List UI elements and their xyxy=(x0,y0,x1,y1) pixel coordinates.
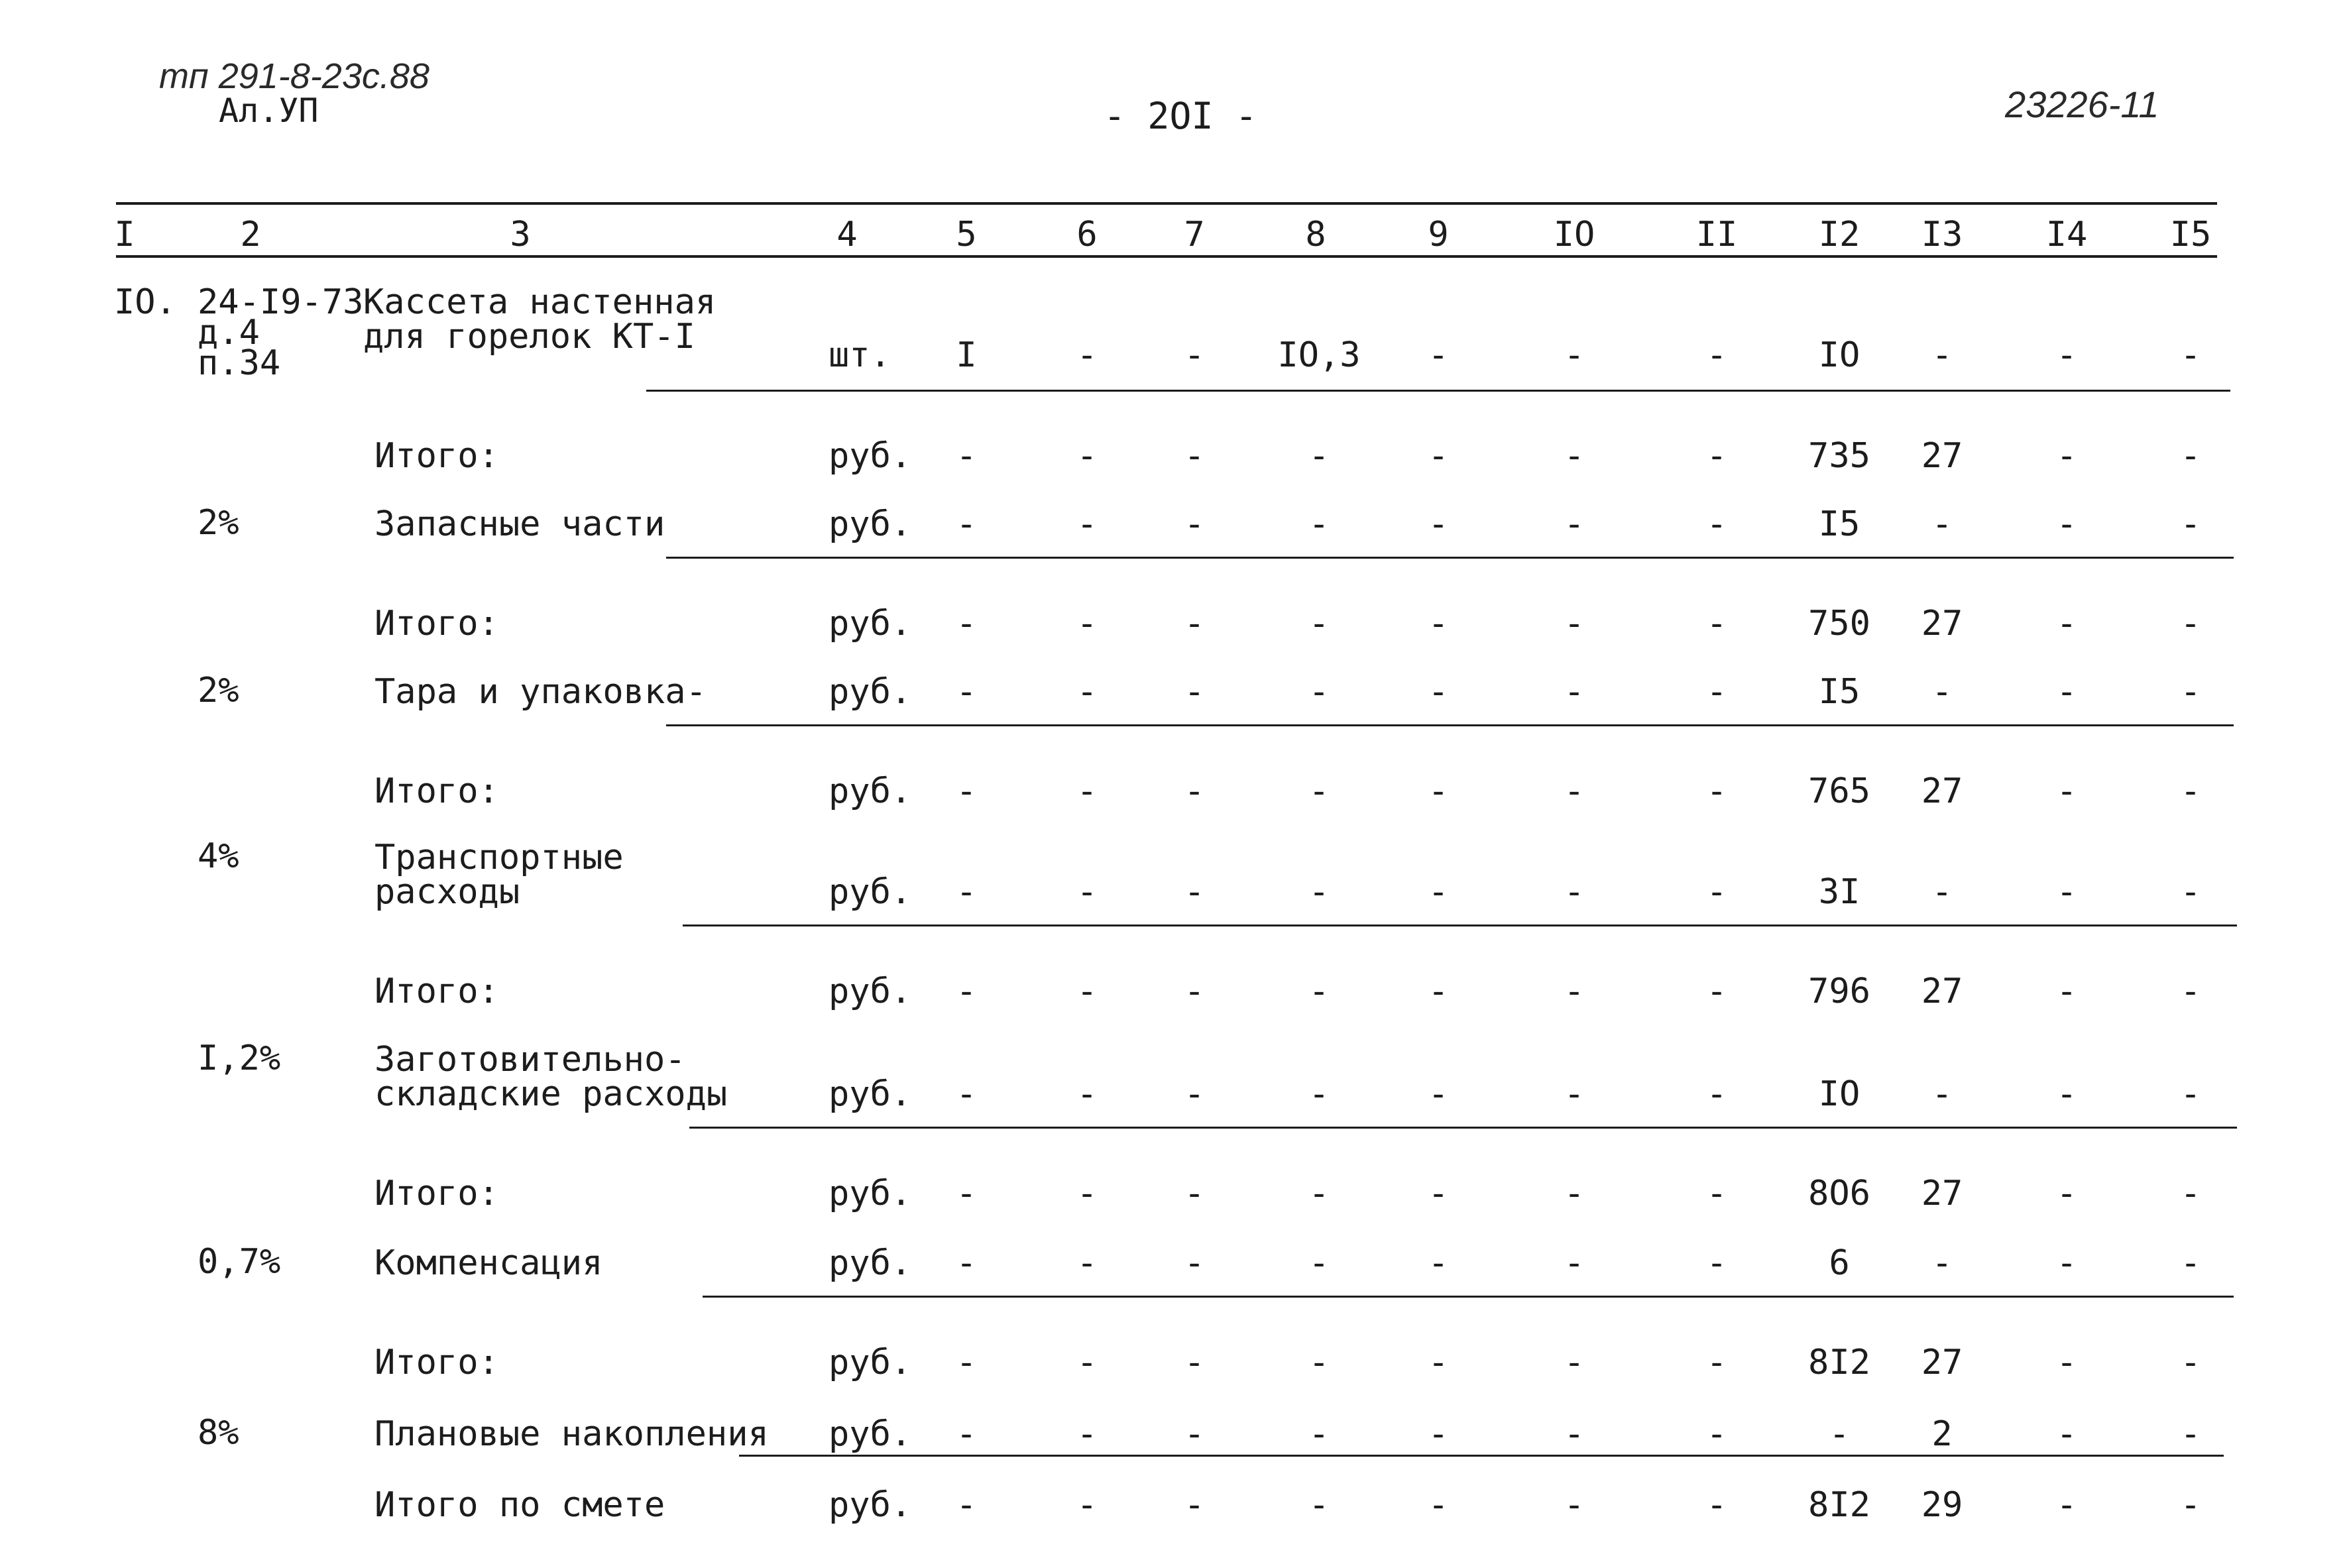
norm-reference: 4% xyxy=(198,836,239,876)
value-col-10: - xyxy=(1564,335,1585,375)
value-col-5: - xyxy=(956,1243,977,1283)
column-header-4: 4 xyxy=(836,215,858,254)
unit-of-measure: руб. xyxy=(829,1243,912,1283)
value-col-7: - xyxy=(1184,335,1205,375)
unit-of-measure: руб. xyxy=(829,604,912,644)
item-description: Компенсация xyxy=(374,1243,603,1283)
value-col-7: - xyxy=(1184,672,1205,712)
value-col-14: - xyxy=(2056,771,2077,811)
column-header-10: IO xyxy=(1553,215,1595,254)
value-col-9: - xyxy=(1428,872,1449,912)
value-col-5: - xyxy=(956,1074,977,1114)
value-col-8: - xyxy=(1308,1174,1330,1213)
unit-of-measure: руб. xyxy=(829,672,912,712)
value-col-5: - xyxy=(956,771,977,811)
unit-of-measure: руб. xyxy=(829,972,912,1011)
value-col-11: - xyxy=(1706,504,1727,544)
album-label: Ал.УП xyxy=(219,91,319,130)
norm-reference: I,2% xyxy=(198,1038,281,1078)
value-col-13: 27 xyxy=(1921,1174,1963,1213)
value-col-8: - xyxy=(1308,972,1330,1011)
value-col-14: - xyxy=(2056,1343,2077,1382)
value-col-12: IO xyxy=(1818,1074,1861,1114)
column-header-6: 6 xyxy=(1076,215,1098,254)
item-description: Итого: xyxy=(374,1343,499,1382)
value-col-13: 27 xyxy=(1921,771,1963,811)
value-col-11: - xyxy=(1706,1074,1727,1114)
header-bottom-rule xyxy=(116,255,2217,258)
value-col-13: - xyxy=(1931,872,1953,912)
value-col-11: - xyxy=(1706,1343,1727,1382)
value-col-5: - xyxy=(956,1174,977,1213)
value-col-11: - xyxy=(1706,604,1727,644)
value-col-10: - xyxy=(1564,1174,1585,1213)
value-col-6: - xyxy=(1076,1343,1098,1382)
value-col-13: 29 xyxy=(1921,1485,1963,1525)
value-col-12: 8I2 xyxy=(1808,1485,1870,1525)
value-col-11: - xyxy=(1706,672,1727,712)
column-header-8: 8 xyxy=(1305,215,1326,254)
value-col-9: - xyxy=(1428,604,1449,644)
value-col-11: - xyxy=(1706,1174,1727,1213)
value-col-9: - xyxy=(1428,436,1449,476)
value-col-11: - xyxy=(1706,872,1727,912)
norm-reference: 2% xyxy=(198,671,239,710)
subtotal-rule xyxy=(703,1296,2234,1298)
value-col-6: - xyxy=(1076,872,1098,912)
value-col-6: - xyxy=(1076,335,1098,375)
value-col-6: - xyxy=(1076,771,1098,811)
value-col-6: - xyxy=(1076,1174,1098,1213)
value-col-15: - xyxy=(2180,1414,2201,1454)
value-col-15: - xyxy=(2180,1174,2201,1213)
value-col-6: - xyxy=(1076,972,1098,1011)
value-col-10: - xyxy=(1564,436,1585,476)
value-col-9: - xyxy=(1428,1174,1449,1213)
value-col-12: 750 xyxy=(1808,604,1870,644)
value-col-11: - xyxy=(1706,771,1727,811)
value-col-11: - xyxy=(1706,436,1727,476)
unit-of-measure: руб. xyxy=(829,1074,912,1114)
value-col-9: - xyxy=(1428,1485,1449,1525)
item-description: Заготовительно- xyxy=(374,1040,686,1080)
norm-reference: 2% xyxy=(198,503,239,543)
value-col-12: 796 xyxy=(1808,972,1870,1011)
value-col-15: - xyxy=(2180,1343,2201,1382)
value-col-5: - xyxy=(956,1414,977,1454)
column-header-14: I4 xyxy=(2045,215,2088,254)
norm-reference: 0,7% xyxy=(198,1242,281,1282)
item-description: Плановые накопления xyxy=(374,1414,769,1454)
value-col-13: 27 xyxy=(1921,604,1963,644)
value-col-12: I5 xyxy=(1818,504,1861,544)
row-number: IO. xyxy=(114,282,176,322)
value-col-6: - xyxy=(1076,672,1098,712)
subtotal-rule xyxy=(689,1127,2237,1129)
value-col-7: - xyxy=(1184,1243,1205,1283)
value-col-15: - xyxy=(2180,1243,2201,1283)
value-col-12: 3I xyxy=(1818,872,1861,912)
value-col-7: - xyxy=(1184,1485,1205,1525)
column-header-9: 9 xyxy=(1428,215,1449,254)
value-col-11: - xyxy=(1706,335,1727,375)
column-header-13: I3 xyxy=(1921,215,1963,254)
document-stamp: тп 291-8-23с.88 xyxy=(159,56,430,96)
value-col-14: - xyxy=(2056,1243,2077,1283)
value-col-14: - xyxy=(2056,504,2077,544)
value-col-5: - xyxy=(956,504,977,544)
value-col-9: - xyxy=(1428,1243,1449,1283)
value-col-7: - xyxy=(1184,604,1205,644)
norm-reference: д.4 xyxy=(198,313,260,353)
column-header-7: 7 xyxy=(1184,215,1205,254)
item-description: Итого: xyxy=(374,604,499,644)
value-col-15: - xyxy=(2180,1485,2201,1525)
value-col-10: - xyxy=(1564,972,1585,1011)
value-col-10: - xyxy=(1564,604,1585,644)
unit-of-measure: руб. xyxy=(829,436,912,476)
value-col-8: - xyxy=(1308,872,1330,912)
value-col-6: - xyxy=(1076,1243,1098,1283)
value-col-15: - xyxy=(2180,872,2201,912)
unit-of-measure: руб. xyxy=(829,771,912,811)
value-col-10: - xyxy=(1564,1414,1585,1454)
item-description: Итого: xyxy=(374,436,499,476)
subtotal-rule xyxy=(666,724,2234,726)
value-col-7: - xyxy=(1184,1074,1205,1114)
unit-of-measure: шт. xyxy=(829,335,891,375)
value-col-12: 8O6 xyxy=(1808,1174,1870,1213)
item-description: Тара и упаковка- xyxy=(374,672,707,712)
value-col-13: 27 xyxy=(1921,436,1963,476)
value-col-13: - xyxy=(1931,335,1953,375)
item-description: Запасные части xyxy=(374,504,665,544)
unit-of-measure: руб. xyxy=(829,504,912,544)
value-col-14: - xyxy=(2056,1414,2077,1454)
value-col-7: - xyxy=(1184,504,1205,544)
value-col-7: - xyxy=(1184,872,1205,912)
item-description: расходы xyxy=(374,872,520,912)
value-col-7: - xyxy=(1184,972,1205,1011)
value-col-14: - xyxy=(2056,872,2077,912)
value-col-7: - xyxy=(1184,1343,1205,1382)
item-description: Транспортные xyxy=(374,838,624,877)
value-col-13: - xyxy=(1931,672,1953,712)
value-col-14: - xyxy=(2056,604,2077,644)
value-col-8: - xyxy=(1308,672,1330,712)
value-col-12: - xyxy=(1829,1414,1850,1454)
value-col-15: - xyxy=(2180,771,2201,811)
value-col-5: - xyxy=(956,672,977,712)
value-col-7: - xyxy=(1184,436,1205,476)
value-col-14: - xyxy=(2056,972,2077,1011)
value-col-13: 2 xyxy=(1931,1414,1953,1454)
norm-reference: 8% xyxy=(198,1413,239,1453)
value-col-9: - xyxy=(1428,972,1449,1011)
value-col-10: - xyxy=(1564,1343,1585,1382)
value-col-15: - xyxy=(2180,504,2201,544)
subtotal-rule xyxy=(646,390,2230,392)
value-col-12: IO xyxy=(1818,335,1861,375)
value-col-8: - xyxy=(1308,1414,1330,1454)
item-description: Итого: xyxy=(374,771,499,811)
value-col-6: - xyxy=(1076,436,1098,476)
value-col-11: - xyxy=(1706,1485,1727,1525)
value-col-8: - xyxy=(1308,1343,1330,1382)
value-col-12: 765 xyxy=(1808,771,1870,811)
value-col-5: - xyxy=(956,872,977,912)
value-col-8: - xyxy=(1308,1485,1330,1525)
item-description: Итого по смете xyxy=(374,1485,665,1525)
norm-reference: п.34 xyxy=(198,343,281,383)
value-col-9: - xyxy=(1428,335,1449,375)
value-col-10: - xyxy=(1564,1074,1585,1114)
value-col-10: - xyxy=(1564,1243,1585,1283)
unit-of-measure: руб. xyxy=(829,1343,912,1382)
unit-of-measure: руб. xyxy=(829,1174,912,1213)
value-col-5: - xyxy=(956,1485,977,1525)
unit-of-measure: руб. xyxy=(829,872,912,912)
value-col-8: - xyxy=(1308,604,1330,644)
item-description: складские расходы xyxy=(374,1074,728,1114)
value-col-14: - xyxy=(2056,1485,2077,1525)
value-col-13: - xyxy=(1931,1074,1953,1114)
value-col-14: - xyxy=(2056,436,2077,476)
value-col-9: - xyxy=(1428,1074,1449,1114)
value-col-14: - xyxy=(2056,672,2077,712)
column-header-5: 5 xyxy=(956,215,977,254)
value-col-9: - xyxy=(1428,504,1449,544)
column-header-15: I5 xyxy=(2169,215,2212,254)
value-col-15: - xyxy=(2180,1074,2201,1114)
value-col-12: 735 xyxy=(1808,436,1870,476)
value-col-13: 27 xyxy=(1921,1343,1963,1382)
value-col-7: - xyxy=(1184,1174,1205,1213)
column-header-3: 3 xyxy=(510,215,531,254)
value-col-15: - xyxy=(2180,672,2201,712)
value-col-6: - xyxy=(1076,1414,1098,1454)
value-col-12: I5 xyxy=(1818,672,1861,712)
value-col-8: - xyxy=(1308,1074,1330,1114)
value-col-12: 6 xyxy=(1829,1243,1850,1283)
item-description: для горелок КТ-I xyxy=(363,317,695,357)
value-col-10: - xyxy=(1564,672,1585,712)
value-col-8: - xyxy=(1308,771,1330,811)
value-col-8: - xyxy=(1308,504,1330,544)
value-col-7: - xyxy=(1184,1414,1205,1454)
item-description: Кассета настенная xyxy=(363,282,716,322)
value-col-6: - xyxy=(1076,504,1098,544)
value-col-11: - xyxy=(1706,972,1727,1011)
value-col-7: - xyxy=(1184,771,1205,811)
unit-of-measure: руб. xyxy=(829,1414,912,1454)
value-col-5: - xyxy=(956,1343,977,1382)
value-col-5: - xyxy=(956,604,977,644)
value-col-13: 27 xyxy=(1921,972,1963,1011)
sheet-code: 23226-11 xyxy=(2005,84,2159,125)
value-col-6: - xyxy=(1076,604,1098,644)
column-header-12: I2 xyxy=(1818,215,1861,254)
value-col-15: - xyxy=(2180,604,2201,644)
value-col-10: - xyxy=(1564,872,1585,912)
table-top-rule xyxy=(116,202,2217,205)
value-col-9: - xyxy=(1428,672,1449,712)
column-header-11: II xyxy=(1695,215,1738,254)
value-col-15: - xyxy=(2180,436,2201,476)
page-number: - 2OI - xyxy=(1104,95,1257,137)
value-col-15: - xyxy=(2180,335,2201,375)
subtotal-rule xyxy=(666,557,2234,559)
value-col-11: - xyxy=(1706,1243,1727,1283)
item-description: Итого: xyxy=(374,1174,499,1213)
value-col-13: - xyxy=(1931,1243,1953,1283)
value-col-5: - xyxy=(956,972,977,1011)
value-col-10: - xyxy=(1564,771,1585,811)
column-header-2: 2 xyxy=(240,215,261,254)
subtotal-rule xyxy=(683,924,2237,926)
value-col-9: - xyxy=(1428,771,1449,811)
value-col-8: - xyxy=(1308,436,1330,476)
value-col-9: - xyxy=(1428,1414,1449,1454)
value-col-14: - xyxy=(2056,1174,2077,1213)
value-col-6: - xyxy=(1076,1074,1098,1114)
value-col-15: - xyxy=(2180,972,2201,1011)
value-col-10: - xyxy=(1564,504,1585,544)
value-col-10: - xyxy=(1564,1485,1585,1525)
value-col-11: - xyxy=(1706,1414,1727,1454)
value-col-8: IO,3 xyxy=(1277,335,1361,375)
subtotal-rule xyxy=(739,1455,2224,1457)
norm-reference: 24-I9-73 xyxy=(198,282,364,322)
unit-of-measure: руб. xyxy=(829,1485,912,1525)
value-col-12: 8I2 xyxy=(1808,1343,1870,1382)
value-col-8: - xyxy=(1308,1243,1330,1283)
value-col-14: - xyxy=(2056,335,2077,375)
item-description: Итого: xyxy=(374,972,499,1011)
value-col-9: - xyxy=(1428,1343,1449,1382)
value-col-5: - xyxy=(956,436,977,476)
value-col-5: I xyxy=(956,335,977,375)
column-header-1: I xyxy=(114,215,135,254)
value-col-6: - xyxy=(1076,1485,1098,1525)
value-col-14: - xyxy=(2056,1074,2077,1114)
value-col-13: - xyxy=(1931,504,1953,544)
